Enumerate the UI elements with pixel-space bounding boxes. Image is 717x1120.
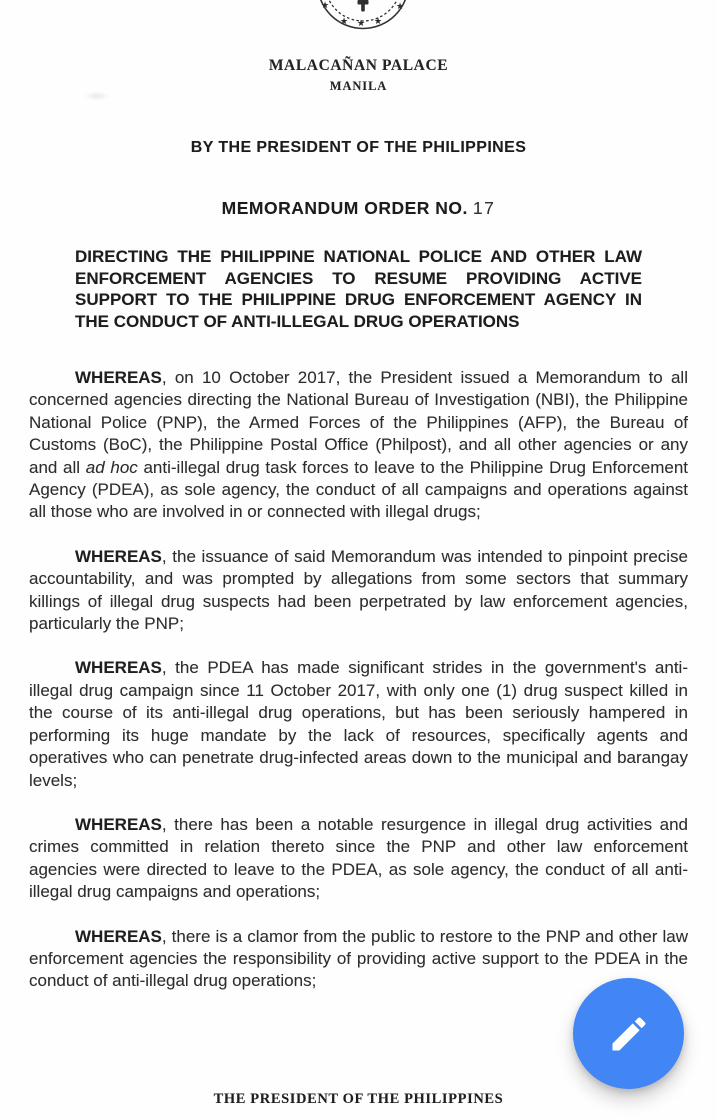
- whereas-lead: WHEREAS: [75, 814, 162, 834]
- whereas-text: , on 10 October 2017, the President issued a Memorandum to all concerned agencies directing the National Bureau of Investigation (NBI), the Philippine National Police (PNP), the Armed Forces of the Philippines (AFP), the Bureau of Customs (BoC), the Philippine Postal Office (Philpost), and all other agencies or any and all: [29, 368, 688, 477]
- pencil-icon: [607, 1012, 651, 1056]
- whereas-lead: WHEREAS: [75, 658, 162, 678]
- whereas-lead: WHEREAS: [75, 368, 162, 387]
- whereas-text: , the PDEA has made significant strides in the government's anti-illegal drug campaign since 11 October 2017, with only one (1) drug suspect killed in the course of its anti-illegal drug operations, but has been seriously hampered in performing its huge mandate by the lack of resources, specifically agents and operatives who can penetrate drug-infected areas down to the municipal and barangay levels;: [29, 658, 688, 790]
- memorandum-order-number: 17: [472, 198, 496, 218]
- by-the-president-line: BY THE PRESIDENT OF THE PHILIPPINES: [190, 139, 527, 156]
- memorandum-title: DIRECTING THE PHILIPPINE NATIONAL POLICE AND OTHER LAW ENFORCEMENT AGENCIES TO RESUME PROVIDING ACTIVE SUPPORT TO THE PHILIPPINE DRUG ENFORCEMENT AGENCY IN THE CONDUCT OF ANTI-ILLEGAL DRUG OPERATIONS: [75, 247, 642, 332]
- document-body: [29, 367, 688, 1015]
- edit-fab-button[interactable]: [573, 978, 684, 1089]
- whereas-text: , there is a clamor from the public to restore to the PNP and other law enforcement agencies the responsibility of providing active support to the PDEA in the conduct of anti-illegal drug operations;: [29, 926, 688, 991]
- whereas-lead: WHEREAS: [75, 926, 162, 946]
- memorandum-order-line: [0, 198, 717, 219]
- svg-text:★: ★: [357, 18, 366, 28]
- memorandum-order-label: MEMORANDUM ORDER NO.: [221, 198, 468, 218]
- whereas-text: , the issuance of said Memorandum was intended to pinpoint precise accountability, and was prompted by allegations from some sectors that summary killings of illegal drug suspects had been perpetrated by law enforcement agencies, particularly the PNP;: [29, 546, 688, 634]
- svg-text:★: ★: [321, 0, 330, 10]
- whereas-paragraph-1: [29, 367, 688, 524]
- whereas-paragraph-4: [29, 814, 688, 904]
- whereas-paragraph-3: [29, 657, 688, 791]
- whereas-text: anti-illegal drug task forces to leave to the Philippine Drug Enforcement Agency (PDEA), as sole agency, the conduct of all campaigns and operations against all those who are involved in or connected with illegal drugs;: [29, 457, 688, 522]
- whereas-paragraph-5: [29, 926, 688, 993]
- whereas-lead: WHEREAS: [75, 546, 162, 566]
- next-page-president-line: THE PRESIDENT OF THE PHILIPPINES: [213, 1091, 504, 1107]
- whereas-italic: ad hoc: [85, 457, 138, 477]
- svg-text:★: ★: [396, 1, 405, 11]
- whereas-text: , there has been a notable resurgence in illegal drug activities and crimes committed in relation thereto since the PNP and other law enforcement agencies were directed to leave to the PDEA, as sole agency, the conduct of all anti-illegal drug campaigns and operations;: [29, 814, 688, 902]
- presidential-seal-icon: [317, 0, 409, 30]
- letterhead-city: MANILA: [329, 79, 388, 93]
- whereas-paragraph-2: [29, 546, 688, 636]
- letterhead-palace: MALACAÑAN PALACE: [268, 57, 449, 74]
- svg-text:★: ★: [340, 16, 349, 26]
- svg-text:★: ★: [374, 16, 383, 26]
